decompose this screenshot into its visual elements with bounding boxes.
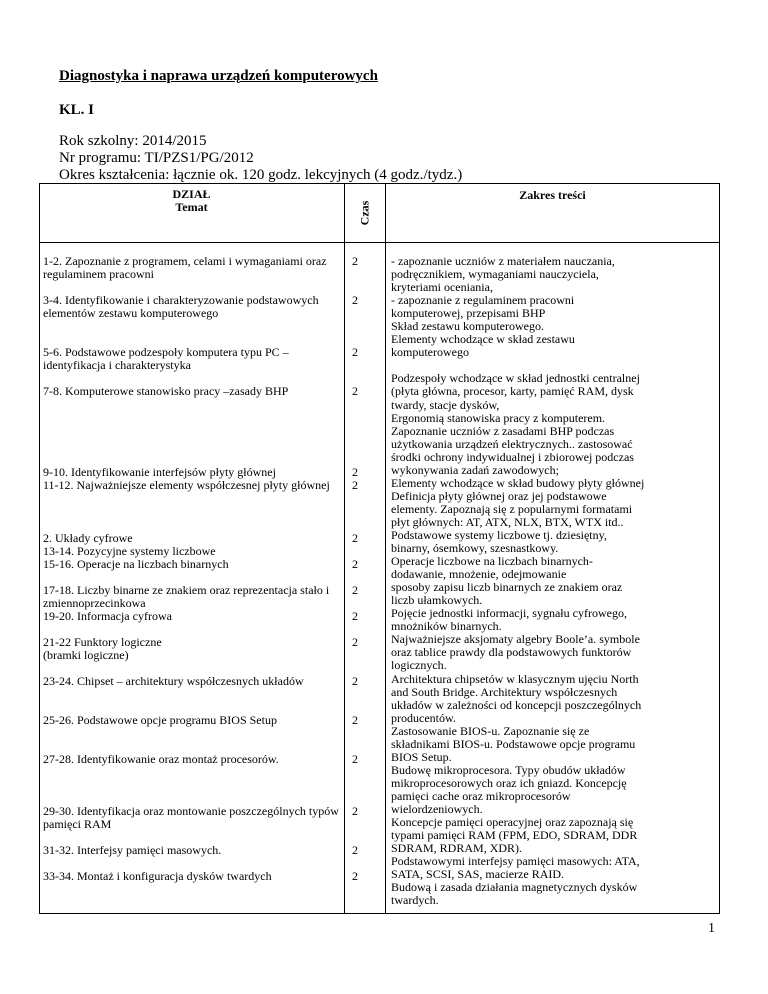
topic-item: 17-18. Liczby binarne ze znakiem oraz reprezentacja stało i zmiennoprzecinkowa [43, 583, 330, 610]
content-line: logicznych. [391, 658, 447, 673]
content-line: Podstawowymi interfejsy pamięci masowych: ATA, [391, 854, 640, 869]
content-line: twardych. [391, 893, 439, 908]
content-line: sposoby zapisu liczb binarnych ze znakiem oraz [391, 580, 623, 595]
school-year: Rok szkolny: 2014/2015 [59, 133, 207, 149]
content-column [391, 255, 717, 907]
content-line: płyt głównych: AT, ATX, NLX, BTX, WTX itd.. [391, 514, 624, 529]
content-line: Zastosowanie BIOS-u. Zapoznanie się ze [391, 723, 590, 738]
content-line: podręcznikiem, wymaganiami nauczyciela, [391, 267, 599, 282]
content-line: Elementy wchodzące w skład budowy płyty głównej [391, 475, 645, 490]
content-line: Definicja płyty głównej oraz jej podstawowe [391, 488, 607, 503]
content-line: kryteriami oceniania, [391, 280, 493, 295]
header-czas [344, 183, 385, 242]
topic-item: 29-30. Identyfikacja oraz montowanie poszczególnych typów pamięci RAM [43, 804, 339, 831]
topic-item: 5-6. Podstawowe podzespoły komputera typu PC – identyfikacja i charakterystyka [43, 345, 289, 372]
content-line: mnożników binarnych. [391, 619, 502, 634]
content-line: (płyta główna, procesor, karty, pamięć RAM, dysk [391, 384, 634, 399]
content-line: pamięci cache oraz mikroprocesorów [391, 788, 571, 803]
hours-value: 2 [352, 713, 358, 727]
program-number: Nr programu: TI/PZS1/PG/2012 [59, 150, 254, 166]
content-line: komputerowego [391, 345, 469, 360]
content-line: środki ochrony indywidualnej i zbiorowej podczas [391, 449, 634, 464]
content-line: SDRAM, RDRAM, XDR). [391, 841, 523, 856]
document-title: Diagnostyka i naprawa urządzeń komputerowych [59, 68, 378, 84]
hours-value: 2 [352, 752, 358, 766]
hours-value: 2 [352, 674, 358, 688]
hours-value: 2 [352, 254, 358, 268]
content-line: Operacje liczbowe na liczbach binarnych- [391, 554, 593, 569]
content-line: Zapoznanie uczniów z zasadami BHP podczas [391, 423, 615, 438]
topic-item: 2. Układy cyfrowe [43, 531, 133, 545]
class-label: KL. I [59, 102, 95, 118]
hours-value: 2 [352, 635, 358, 649]
content-line: elementy. Zapoznają się z popularnymi formatami [391, 501, 633, 516]
hours-value: 2 [352, 804, 358, 818]
page-number: 1 [708, 921, 715, 936]
hours-value: 2 [352, 583, 358, 597]
curriculum-table [39, 183, 720, 914]
topic-item: 9-10. Identyfikowanie interfejsów płyty głównej [43, 465, 276, 479]
topic-item: 21-22 Funktory logiczne [43, 635, 162, 649]
topic-item: 15-16. Operacje na liczbach binarnych [43, 557, 229, 571]
topic-item: 31-32. Interfejsy pamięci masowych. [43, 843, 222, 857]
topic-item: 25-26. Podstawowe opcje programu BIOS Setup [43, 713, 277, 727]
content-line: Pojęcie jednostki informacji, sygnału cyfrowego, [391, 606, 627, 621]
content-line: binarny, ósemkowy, szesnastkowy. [391, 541, 559, 556]
content-line: wielordzeniowych. [391, 801, 483, 816]
content-line: Koncepcje pamięci operacyjnej oraz zapoznają się [391, 815, 634, 830]
topic-item: 13-14. Pozycyjne systemy liczbowe [43, 544, 216, 558]
content-line: Budowę mikroprocesora. Typy obudów układów [391, 762, 626, 777]
content-line: liczb ułamkowych. [391, 593, 483, 608]
topic-item: 23-24. Chipset – architektury współczesnych układów [43, 674, 304, 688]
topic-item: 1-2. Zapoznanie z programem, celami i wymaganiami oraz regulaminem pracowni [43, 254, 327, 281]
hours-value: 2 [352, 465, 358, 479]
table-border-right [719, 183, 720, 914]
content-line: układów w zależności od koncepcji poszczególnych [391, 697, 642, 712]
content-line: Najważniejsze aksjomaty algebry Boole’a. symbole [391, 632, 640, 647]
content-line: użytkowania urządzeń elektrycznych.. zastosować [391, 436, 633, 451]
header-czas-label: Czas [357, 200, 371, 225]
hours-value: 2 [352, 557, 358, 571]
content-line: Podstawowe systemy liczbowe tj. dziesiętny, [391, 527, 607, 542]
content-line: Skład zestawu komputerowego. [391, 319, 544, 334]
content-line: BIOS Setup. [391, 749, 452, 764]
content-line: - zapoznanie uczniów z materiałem nauczania, [391, 254, 615, 268]
content-line: twardy, stacje dysków, [391, 397, 500, 412]
content-line: dodawanie, mnożenie, odejmowanie [391, 567, 567, 582]
column-divider [385, 183, 386, 914]
header-zakres: Zakres treści [519, 188, 586, 202]
header-divider [39, 242, 720, 243]
hours-value: 2 [352, 843, 358, 857]
content-line: Elementy wchodzące w skład zestawu [391, 332, 575, 347]
hours-value: 2 [352, 478, 358, 492]
column-divider [344, 183, 345, 914]
hours-value: 2 [352, 609, 358, 623]
hours-value: 2 [352, 869, 358, 883]
content-line: komputerowej, przepisami BHP [391, 306, 546, 321]
content-line: Budową i zasada działania magnetycznych dysków [391, 880, 638, 895]
content-line: producentów. [391, 710, 456, 725]
topic-item: 3-4. Identyfikowanie i charakteryzowanie podstawowych elementów zestawu komputerowego [43, 293, 319, 320]
topic-item: 33-34. Montaż i konfiguracja dysków twardych [43, 869, 272, 883]
training-period: Okres kształcenia: łącznie ok. 120 godz. lekcyjnych (4 godz./tydz.) [59, 167, 463, 183]
hours-value: 2 [352, 384, 358, 398]
content-line: SATA, SCSI, SAS, macierze RAID. [391, 867, 565, 882]
table-border-bottom [39, 913, 720, 914]
topic-item: (bramki logiczne) [43, 648, 129, 662]
content-line: Podzespoły wchodzące w skład jednostki centralnej [391, 371, 640, 386]
hours-value: 2 [352, 293, 358, 307]
topic-item: 19-20. Informacja cyfrowa [43, 609, 172, 623]
hours-value: 2 [352, 531, 358, 545]
topic-item: 27-28. Identyfikowanie oraz montaż procesorów. [43, 752, 279, 766]
content-line: oraz tablice prawdy dla podstawowych funktorów [391, 645, 632, 660]
header-dzial: DZIAŁ [172, 187, 211, 201]
topic-item: 7-8. Komputerowe stanowisko pracy –zasady BHP [43, 384, 289, 398]
content-line: Ergonomią stanowiska pracy z komputerem. [391, 410, 606, 425]
topic-item: 11-12. Najważniejsze elementy współczesnej płyty głównej [43, 478, 330, 492]
content-line: mikroprocesorowych oraz ich gniazd. Koncepcję [391, 775, 627, 790]
content-line: - zapoznanie z regulaminem pracowni [391, 293, 575, 308]
content-line: typami pamięci RAM (FPM, EDO, SDRAM, DDR [391, 828, 638, 843]
content-line: and South Bridge. Architektury współczesnych [391, 684, 618, 699]
header-dzial-temat [39, 188, 344, 214]
content-line: składnikami BIOS-u. Podstawowe opcje programu [391, 736, 636, 751]
content-line: Architektura chipsetów w klasycznym ujęciu North [391, 671, 639, 686]
table-border-left [39, 183, 40, 914]
header-temat: Temat [175, 200, 208, 214]
content-line: wykonywania zadań zawodowych; [391, 462, 559, 477]
hours-value: 2 [352, 345, 358, 359]
